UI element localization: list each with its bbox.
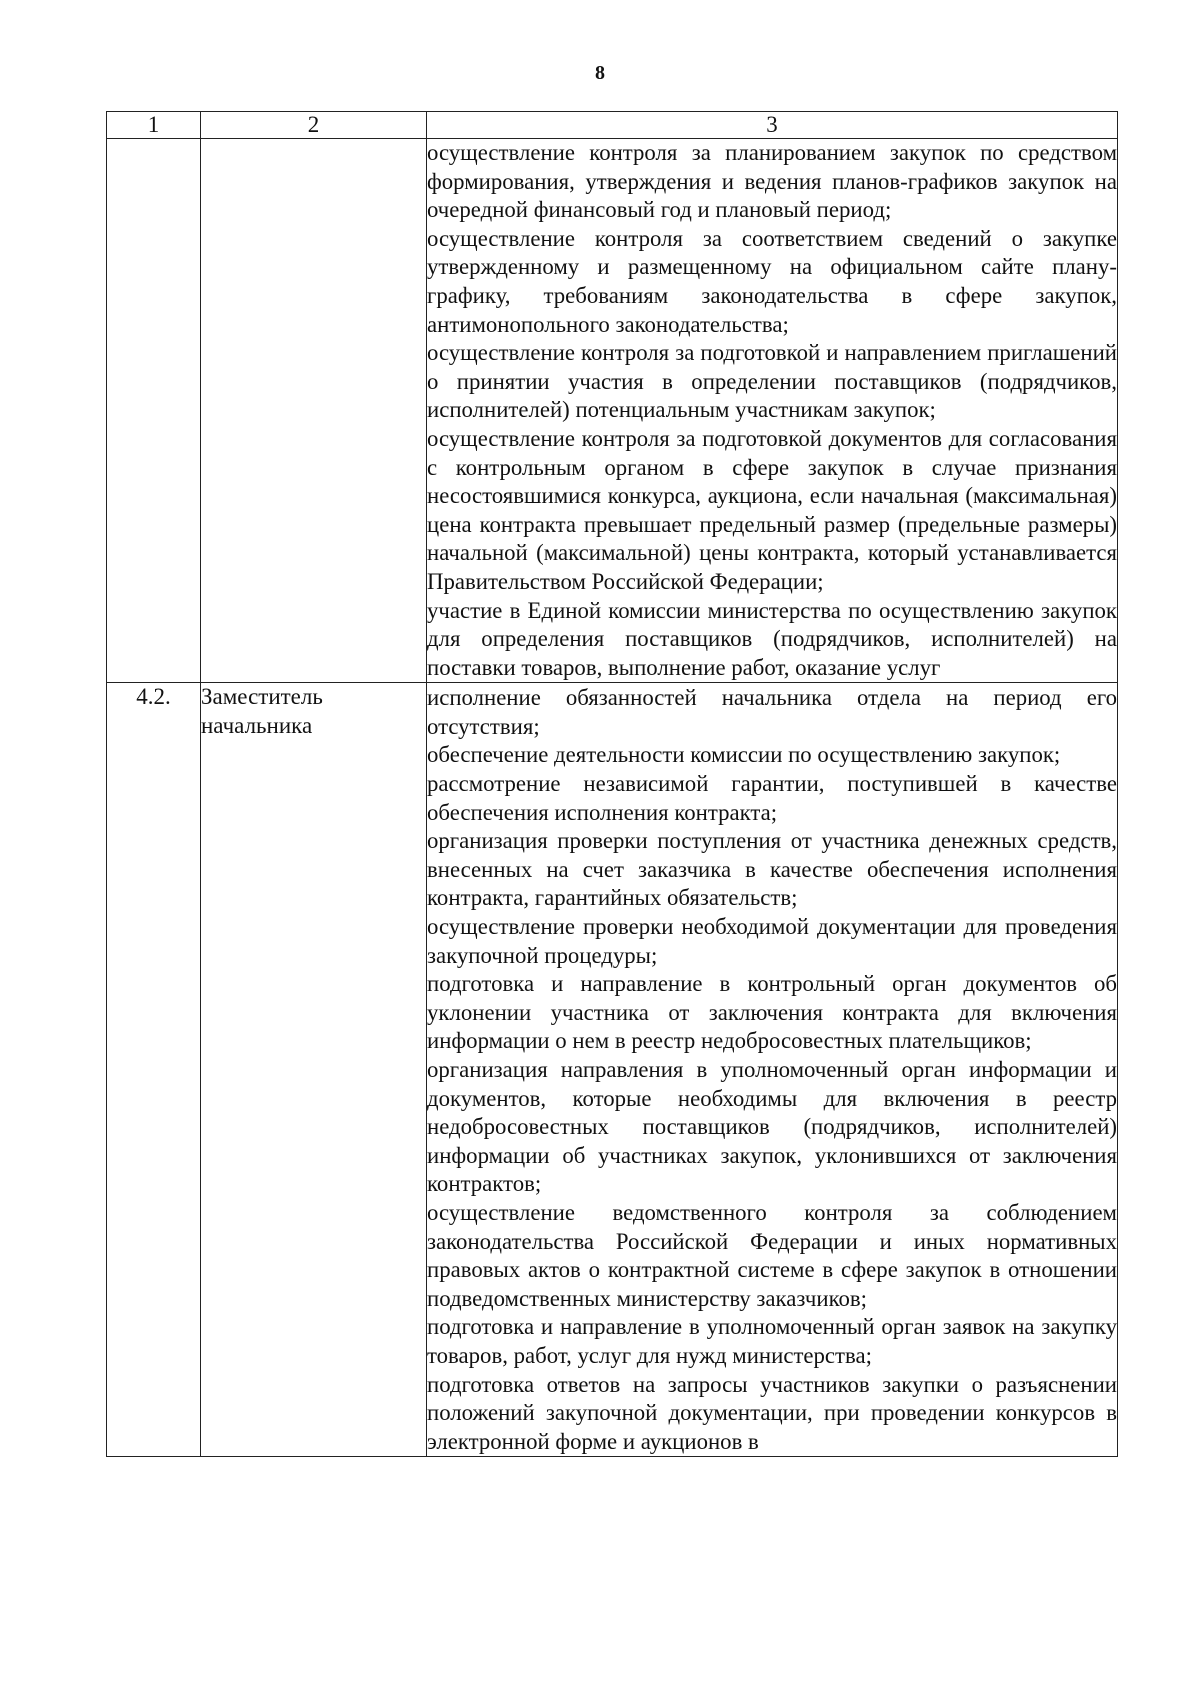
column-header-1: 1 xyxy=(107,112,201,139)
duties-cell xyxy=(427,139,1118,683)
duty-item: осуществление контроля за подготовкой и направлением приглашений о принятии участия в определении поставщиков (подрядчиков, исполнителей) потенциальным участникам закупок; xyxy=(427,340,1117,423)
duty-item: осуществление ведомственного контроля за соблюдением законодательства Российской Федерации и иных нормативных правовых актов о контрактной системе в сфере закупок в отношении подведомственных министерству заказчиков; xyxy=(427,1199,1117,1311)
duty-item: исполнение обязанностей начальника отдела на период его отсутствия; xyxy=(427,685,1117,739)
duty-item: участие в Единой комиссии министерства по осуществлению закупок для определения поставщиков (подрядчиков, исполнителей) на поставки товаров, выполнение работ, оказание услуг xyxy=(427,597,1117,680)
page-number: 8 xyxy=(595,62,605,84)
table-row xyxy=(107,683,1118,1457)
duty-item: подготовка и направление в контрольный орган документов об уклонении участника от заключения контракта для включения информации о нем в реестр недобросовестных плательщиков; xyxy=(427,971,1117,1054)
duty-item: осуществление контроля за планированием закупок по средством формирования, утверждения и ведения планов-графиков закупок на очередной финансовый год и плановый период; xyxy=(427,140,1117,223)
duty-item: подготовка и направление в уполномоченный орган заявок на закупку товаров, работ, услуг для нужд министерства; xyxy=(427,1314,1117,1368)
row-number: 4.2. xyxy=(107,683,201,1457)
duty-item: осуществление контроля за соответствием сведений о закупке утвержденному и размещенному на официальном сайте плану-графику, требованиям законодательства в сфере закупок, антимонопольного законодательства; xyxy=(427,225,1117,337)
duty-item: подготовка ответов на запросы участников закупки о разъяснении положений закупочной документации, при проведении конкурсов в электронной форме и аукционов в xyxy=(427,1371,1117,1454)
duty-item: рассмотрение независимой гарантии, поступившей в качестве обеспечения исполнения контракта; xyxy=(427,771,1117,825)
duty-item: осуществление контроля за подготовкой документов для согласования с контрольным органом в сфере закупок в случае признания несостоявшимися конкурса, аукциона, если начальная (максимальная) цена контракта превышает предельный размер (предельные размеры) начальной (максимальной) цены контракта, который устанавливается Правительством Российской Федерации; xyxy=(427,425,1117,594)
duties-cell xyxy=(427,683,1118,1457)
duty-item: осуществление проверки необходимой документации для проведения закупочной процедуры; xyxy=(427,914,1117,968)
duty-item: обеспечение деятельности комиссии по осуществлению закупок; xyxy=(427,742,1061,768)
table-row xyxy=(107,139,1118,683)
position-title xyxy=(201,139,427,683)
column-header-2: 2 xyxy=(201,112,427,139)
row-number xyxy=(107,139,201,683)
table-header-row xyxy=(107,112,1118,139)
duties-table xyxy=(106,111,1118,1457)
duty-item: организация направления в уполномоченный орган информации и документов, которые необходимы для включения в реестр недобросовестных поставщиков (подрядчиков, исполнителей) информации об участниках закупок, уклонившихся от заключения контрактов; xyxy=(427,1057,1117,1197)
duty-item: организация проверки поступления от участника денежных средств, внесенных на счет заказчика в качестве обеспечения исполнения контракта, гарантийных обязательств; xyxy=(427,828,1117,911)
position-title: Заместитель начальника xyxy=(201,683,427,1457)
column-header-3: 3 xyxy=(427,112,1118,139)
